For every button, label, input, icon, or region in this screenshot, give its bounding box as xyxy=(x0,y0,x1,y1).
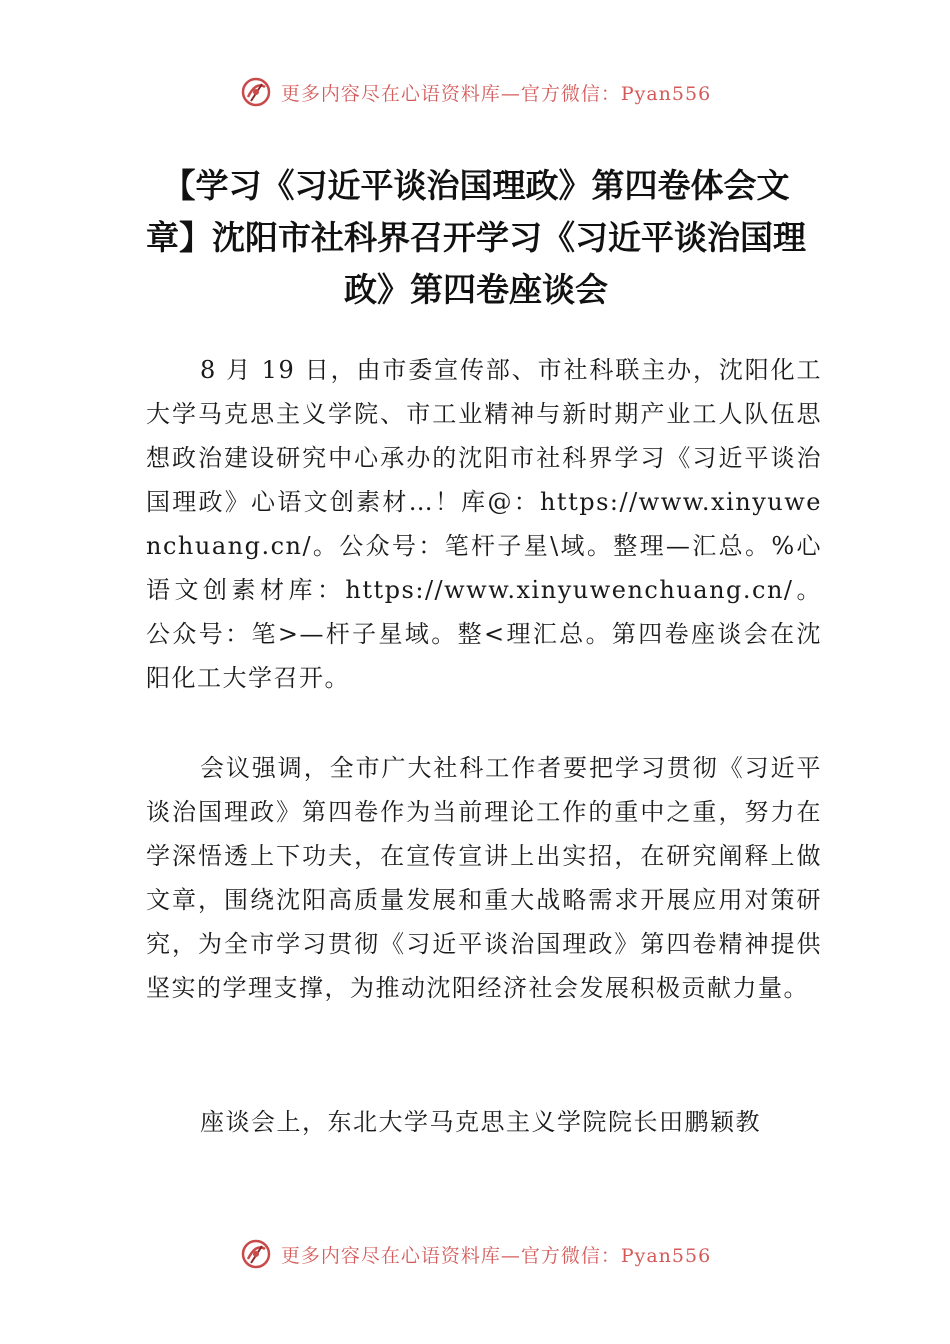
paragraph-1: 8 月 19 日，由市委宣传部、市社科联主办，沈阳化工大学马克思主义学院、市工业精神与新时期产业工人队伍思想政治建设研究中心承办的沈阳市社科界学习《习近平谈治国理政》心语文创素材…！库@：https://www.xinyuwenchuang.cn/。公众号：笔杆子星\域。整理—汇总。%心语文创素材库：https://www.xinyuwenchuang.cn/。公众号：笔>—杆子星域。整<理汇总。第四卷座谈会在沈阳化工大学召开。 xyxy=(146,356,822,692)
paragraph-2: 会议强调，全市广大社科工作者要把学习贯彻《习近平谈治国理政》第四卷作为当前理论工作的重中之重，努力在学深悟透上下功夫，在宣传宣讲上出实招，在研究阐释上做文章，围绕沈阳高质量发展和重大战略需求开展应用对策研究，为全市学习贯彻《习近平谈治国理政》第四卷精神提供坚实的学理支撑，为推动沈阳经济社会发展积极贡献力量。 xyxy=(146,754,822,1002)
logo-icon xyxy=(239,1237,273,1271)
watermark-text: 更多内容尽在心语资料库—官方微信：Pyan556 xyxy=(280,1244,712,1267)
paragraph-3: 座谈会上，东北大学马克思主义学院院长田鹏颖教 xyxy=(200,1108,761,1136)
watermark-text: 更多内容尽在心语资料库—官方微信：Pyan556 xyxy=(280,82,712,105)
logo-icon xyxy=(239,75,273,109)
footer-watermark xyxy=(0,1234,950,1274)
header-watermark xyxy=(0,72,950,112)
document-title: 【学习《习近平谈治国理政》第四卷体会文章】沈阳市社科界召开学习《习近平谈治国理政》第四卷座谈会 xyxy=(146,166,806,309)
